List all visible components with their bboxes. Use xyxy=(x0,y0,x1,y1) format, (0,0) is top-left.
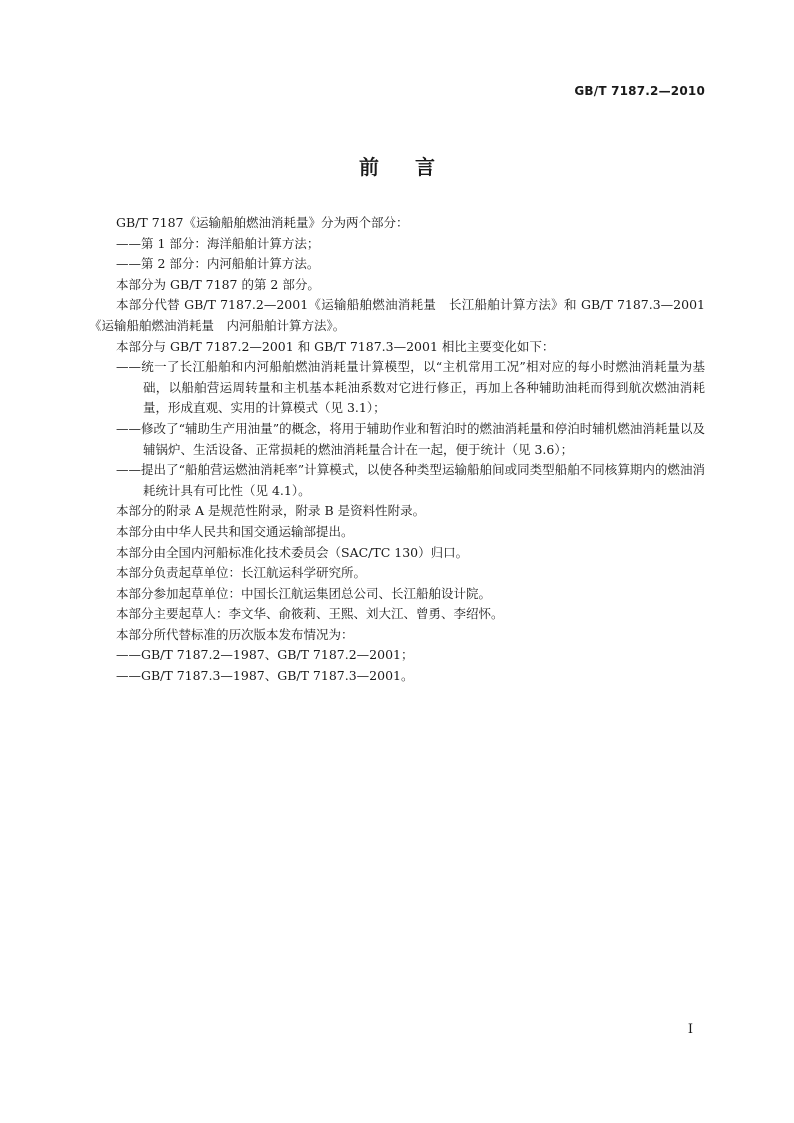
paragraph-centralized-by: 本部分由全国内河船标准化技术委员会（SAC/TC 130）归口。 xyxy=(116,544,469,560)
paragraph-history-intro: 本部分所代替标准的历次版本发布情况为： xyxy=(116,626,354,642)
list-item-change-1: ——统一了长江船舶和内河船舶燃油消耗量计算模型，以“主机常用工况”相对应的每小时燃油消耗量为基础，以船舶营运周转量和主机基本耗油系数对它进行修正，再加上各种辅助油耗而得到航次燃油消耗量，形成直观、实用的计算模式（见 3.1）； xyxy=(116,359,705,416)
list-item-part-1: ——第 1 部分：海洋船舶计算方法； xyxy=(116,235,320,251)
paragraph-drafters: 本部分主要起草人：李文华、俞筱莉、王熙、刘大江、曾勇、李绍怀。 xyxy=(116,606,504,622)
paragraph-this-part: 本部分为 GB/T 7187 的第 2 部分。 xyxy=(116,276,320,292)
page-title: 前言 xyxy=(359,155,471,179)
standard-code: GB/T 7187.2—2010 xyxy=(574,84,705,98)
foreword-body xyxy=(89,213,705,687)
paragraph-participating-units: 本部分参加起草单位：中国长江航运集团总公司、长江船舶设计院。 xyxy=(116,585,492,601)
page-number: I xyxy=(687,1022,693,1037)
list-item-history-1: ——GB/T 7187.2—1987、GB/T 7187.2—2001； xyxy=(116,647,414,663)
paragraph-drafting-unit: 本部分负责起草单位：长江航运科学研究所。 xyxy=(116,565,367,581)
paragraph-parts-intro: GB/T 7187《运输船舶燃油消耗量》分为两个部分： xyxy=(116,215,409,230)
list-item-part-2: ——第 2 部分：内河船舶计算方法。 xyxy=(116,256,320,272)
list-item-change-3: ——提出了“船舶营运燃油消耗率”计算模式，以使各种类型运输船舶间或同类型船舶不同核算期内的燃油消耗统计具有可比性（见 4.1）。 xyxy=(116,462,705,498)
paragraph-replaces: 本部分代替 GB/T 7187.2—2001《运输船舶燃油消耗量 长江船舶计算方法》和 GB/T 7187.3—2001《运输船舶燃油消耗量 内河船舶计算方法》。 xyxy=(89,297,705,333)
paragraph-proposed-by: 本部分由中华人民共和国交通运输部提出。 xyxy=(116,523,354,539)
list-item-change-2: ——修改了“辅助生产用油量”的概念，将用于辅助作业和暂泊时的燃油消耗量和停泊时辅机燃油消耗量以及辅锅炉、生活设备、正常损耗的燃油消耗量合计在一起，便于统计（见 3.6）； xyxy=(116,420,705,457)
paragraph-annexes: 本部分的附录 A 是规范性附录，附录 B 是资料性附录。 xyxy=(116,503,426,519)
paragraph-changes-intro: 本部分与 GB/T 7187.2—2001 和 GB/T 7187.3—2001 相比主要变化如下： xyxy=(116,338,555,354)
list-item-history-2: ——GB/T 7187.3—1987、GB/T 7187.3—2001。 xyxy=(116,668,414,684)
